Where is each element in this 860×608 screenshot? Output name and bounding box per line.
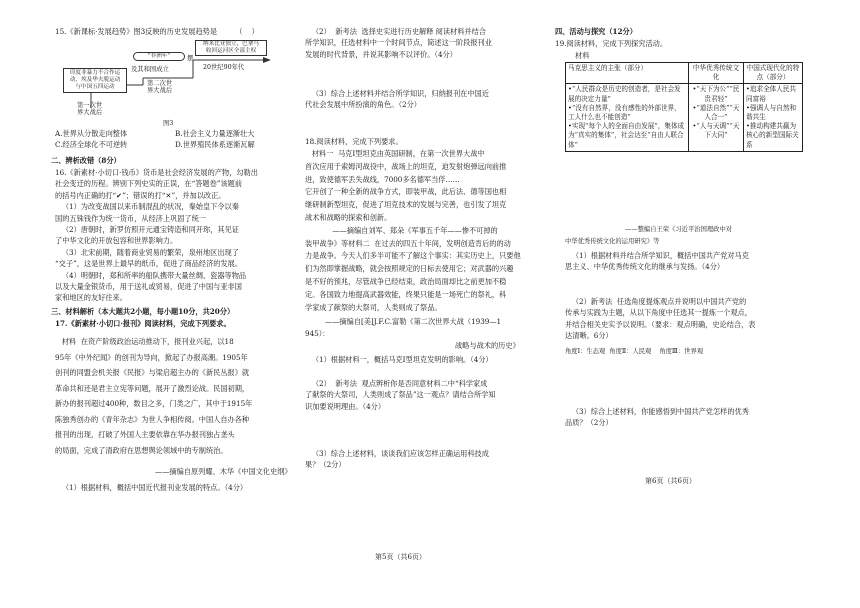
section-3-title: 三、材料解析（本大题共2小题，每小题10分，共20分） <box>51 307 235 316</box>
q19-title: 19.阅读材料，完成下列探究活动。 <box>555 39 668 48</box>
q18-ask-2: （2） 新考法 观点辨析你是否同意材料二中“科学家成 了献祭的大祭司，人类则成了祭品”这一观点？请结合所学知 识加要说明理由。（4分） <box>305 379 496 411</box>
q19-ask-2: （2）新考法 任选角度提炼观点并说明以中国共产党的 传承与实践为主题，从以下角度中任选其一提炼一个观点， 并结合相关史实予以说明。（要求：观点明确，史论结合，表 达清晰。6分） <box>565 297 756 341</box>
q17-ask-1: （1）根据材料，概括中国近代报刊业发展的特点。（4分） <box>55 483 248 492</box>
1990s-label: 20世纪90年代 <box>203 64 245 71</box>
table-source-1: ——整编自王荣《习近平治国理政中对 <box>625 226 733 233</box>
q17-title: 17.《新素材·小切口·报刊》阅读材料，完成下列要求。 <box>55 319 231 328</box>
table-row <box>566 84 803 151</box>
q18-source-3: 战略与战术的历史》 <box>455 341 520 350</box>
option-c[interactable]: C.经济全球化不可逆转 <box>55 140 128 150</box>
table-header: 中华优秀传统文化 <box>689 63 744 84</box>
q19-ask-1: （1）根据材料并结合所学知识，概括中国共产党对马克 思主义、中华优秀传统文化的继承与发扬。（4分） <box>565 251 749 272</box>
swing-label: 摆 <box>187 55 194 62</box>
page5-left-column <box>51 0 300 608</box>
q17-source: ——摘编自原列耀、木华《中国文化史纲》 <box>155 467 292 476</box>
option-a[interactable]: A.世界从分散走向整体 <box>55 129 128 138</box>
q17-ask-2: （2） 新考法 选择史实进行历史解释 阅读材料并结合 所学知识，任选材料中一个时间节点，简述这一阶段报刊业 发展的时代背景，并说其影响不以评价。（4分） <box>305 27 492 59</box>
namibia-panama-box: 纳米比亚独立，巴拿马 收回运河区全部主权 <box>195 40 267 56</box>
q17-ask-3: （3）综合上述材料并结合所学知识，归纳报刊在中国近 代社会发展中所扮演的角色。（2分） <box>305 89 489 110</box>
page-number-5: 第5页（共6页） <box>375 553 426 561</box>
page-number-6: 第6页（共6页） <box>645 477 696 485</box>
india-egypt-china-box: 印度非暴力不合作运 动、埃及华夫脱运动 与中国五四运动 <box>63 68 127 93</box>
table-cell: •追求全体人民共同富裕 •强调人与自然和谐共生 •推动构建共赢为核心的新型国际关系 <box>744 84 803 151</box>
q18-source-2: 945）： <box>305 329 330 338</box>
independence-label: 及其和国成立 <box>131 66 169 73</box>
table-cell: •“天下为公”“民贵君轻” •“道法自然”“天人合一” •“人与天调”“天下大同” <box>689 84 744 151</box>
table-header-row <box>566 63 803 84</box>
figure-caption: 图3 <box>163 120 174 127</box>
q18-source-1: ——摘编自[美]J.F.C.富勒《第二次世界大战（1939—1 <box>325 317 502 326</box>
q16-text: 16.《新素材·小切口·钱币》货币是社会经济发展的产物，勾勒出 社会变迁的历程。辨别下列史实的正误，在“答题卷”该题前 的括号内正确的打“✔”；错误的打“✕”，并加以改正。 （1）为改变战国以来币制混乱的状况，秦始皇下令以秦 国的五铢钱作为统一货币，从经济上巩固了统一 （2）唐朝时，新罗仿照开元通宝铸造和同开珎，其见证 了中华文化的开放包容和世界影响力。 （3）北宋前期，随着商业贸易的繁荣，泉州地区出现了 “交子”，这是世界上最早的纸币，促进了商品经济的发展。 （4）明朝时，郑和所率的船队携带大量丝绸、瓷器等物品 以及大量金银货币，用于送礼或贸易，促进了中国与亚非国 家和地区的友好往来。 <box>55 168 258 303</box>
angle-options: 角度Ⅰ：生态观 角度Ⅱ：人民观 角度Ⅲ：世界观 <box>565 348 704 355</box>
q18-material: 材料一 马克Ⅰ型坦克由英国研制，在第一次世界大战中 首次应用于索姆河战役中，战场上的坦克，迫发射炮弹远向前推 进，致使德军丢失战线，7000多名德军当俘…… 它开创了一种全新的战争方式，即装甲战，此后法、德等国也相 继研制新型坦克，促进了坦克技术的发展与完善，也引发了坦克 战术和战略的探索和创新。 ——摘编自刘军、郑朵《军事五千年——惨不可掉的 装甲战争》等材料二 在过去的四五十年间，发明创造肯后的的动 力是战争。今天人们多半可能不了解这个事实：其实历史上，只要他 们为然即掌握战略，就会按照规定的日标去使用它；对武器的兴趣 是不好的预兆，尽管战争已经结束，政治局面却比之前更加不稳 定。各国致力地提高武器效能，终果只能是一场死亡的祭礼，科 学家成了献祭的大祭司，人类则成了祭品。 <box>305 149 521 312</box>
post-ww2-label: 第二次世 界大战后 <box>147 80 173 94</box>
africa-year-box: "非洲年" <box>133 52 185 61</box>
q15-options <box>55 128 300 151</box>
page6-column <box>555 0 815 608</box>
option-b[interactable]: B.社会主义力量逐渐壮大 <box>175 129 255 138</box>
table-source-2: 中华优秀传统文化的运用研究》等 <box>565 238 660 245</box>
section-2-title: 二、辨析改错（8分） <box>51 156 121 165</box>
option-d[interactable]: D.世界殖民体系逐渐瓦解 <box>175 140 255 150</box>
table-header: 马克思主义的主张（部分） <box>566 63 689 84</box>
comparison-table <box>565 62 803 152</box>
q18-title: 18.阅读材料，完成下列要求。 <box>305 137 403 146</box>
q18-ask-1: （1）根据材料一，概括马克Ⅰ型坦克发明的影响。（4分） <box>305 355 493 364</box>
q17-material: 材料 在资产阶级政治运动推动下，报刊业兴起，以18 95年《中外纪闻》的创刊为导向，掀起了办报高潮。1905年 创刊的同盟会机关报《民报》与梁启超主办的《新民丛报》就 革命共和还是君主立宪等问题，展开了激烈论战。民国初期， 新办的报刊超过400种，数目之多，门类之广，其中于1915年 陈独秀创办的《青年杂志》为世人争相传阅。中国人自办各种 报刊的出现，打破了外国人主要依靠在华办报刊独占垄头 的局面，完成了清政府在思想舆论领域中的专制统治。 <box>55 337 253 455</box>
section-4-title: 四、活动与探究（12分） <box>555 27 637 36</box>
q15-stem: 15.《新课标·发展趋势》图3反映的历史发展趋势是 （ ） <box>55 27 259 36</box>
table-cell: •“人民群众是历史的创造者，是社会发展的决定力量” •“没有自然界，没有感性的外部世界，工人什么也不能创造” •实现“每个人的全面自由发展”，集体成为“真实的集体”，社会达至“自由人联合体” <box>566 84 689 151</box>
page5-middle-column <box>305 0 550 608</box>
table-header: 中国式现代化的特点（部分） <box>744 63 803 84</box>
post-ww1-label: 第一次世 界大战后 <box>77 102 103 116</box>
q19-ask-3: （3）综合上述材料，你能感悟到中国共产党怎样的优秀 品质？（2分） <box>565 407 749 428</box>
q18-ask-3: （3）综合上述材料，谈谈我们应该怎样正确运用科技成 果？（2分） <box>305 449 489 470</box>
material-label: 材料 <box>575 51 590 60</box>
q15-figure-3 <box>63 40 283 120</box>
